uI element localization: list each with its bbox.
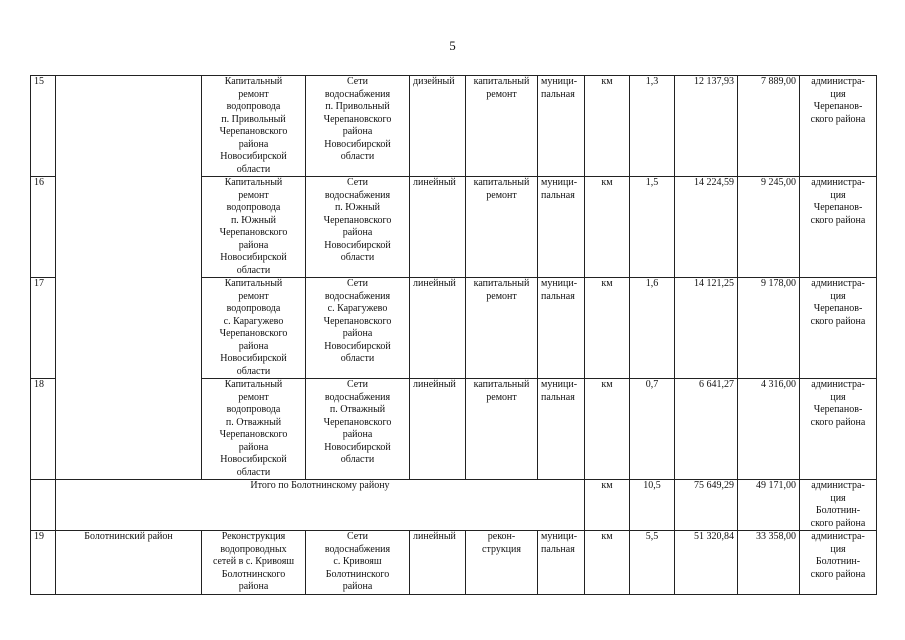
cell-line: ремонт bbox=[238, 88, 269, 100]
cell-line: водоснабжения bbox=[324, 391, 391, 403]
network-name bbox=[306, 278, 410, 379]
customer bbox=[800, 379, 877, 480]
cell-line: ского района bbox=[810, 416, 866, 428]
cell-line: Новосибирской bbox=[324, 340, 391, 352]
object-type: дизейный bbox=[410, 76, 466, 177]
length: 1,6 bbox=[630, 278, 675, 379]
cell-line: области bbox=[236, 264, 271, 276]
cell-line: Черепановского bbox=[323, 214, 392, 226]
cell-line: администра- bbox=[811, 177, 865, 188]
ownership bbox=[538, 531, 585, 595]
customer bbox=[800, 480, 877, 531]
cell-line: пальная bbox=[541, 543, 575, 555]
cell-line: ремонт bbox=[486, 88, 517, 100]
cell-line: водоснабжения bbox=[324, 290, 391, 302]
cell-line: п. Отважный bbox=[329, 404, 386, 415]
cell-line: водопровода bbox=[226, 404, 281, 415]
cell-line: Новосибирской bbox=[220, 454, 287, 465]
cell-line: района bbox=[238, 340, 269, 352]
cell-line: Сети bbox=[347, 76, 368, 87]
cell-line: Новосибирской bbox=[324, 138, 391, 150]
cell-line: Новосибирской bbox=[220, 353, 287, 364]
cell-line: пальная bbox=[541, 391, 575, 403]
unit: км bbox=[585, 177, 630, 278]
cell-line: Черепановского bbox=[323, 416, 392, 428]
work-type bbox=[466, 531, 538, 595]
cell-line: ского района bbox=[810, 214, 866, 226]
unit: км bbox=[585, 531, 630, 595]
cell-line: района bbox=[238, 441, 269, 453]
network-name bbox=[306, 76, 410, 177]
object-name bbox=[202, 379, 306, 480]
cell-line: района bbox=[238, 138, 269, 150]
cell-line: Болотнин- bbox=[815, 556, 861, 567]
cell-line: ского района bbox=[810, 517, 866, 529]
cell-line: района bbox=[342, 581, 373, 592]
work-type bbox=[466, 379, 538, 480]
cell-line: района bbox=[342, 126, 373, 137]
cell-line: области bbox=[340, 353, 375, 364]
cell-line: струкция bbox=[482, 543, 521, 555]
cell-line: сетей в с. Кривояш bbox=[212, 556, 295, 567]
cell-line: п. Привольный bbox=[325, 101, 390, 112]
cell-line: Черепановского bbox=[219, 126, 288, 137]
object-type: линейный bbox=[410, 278, 466, 379]
unit: км bbox=[585, 480, 630, 531]
district-cell bbox=[56, 76, 202, 480]
ownership bbox=[538, 177, 585, 278]
cell-line: администра- bbox=[811, 379, 865, 390]
cost-requested: 9 178,00 bbox=[738, 278, 800, 379]
cell-line: Черепанов- bbox=[813, 202, 863, 213]
cell-line: Черепановского bbox=[219, 429, 288, 440]
length: 5,5 bbox=[630, 531, 675, 595]
length: 10,5 bbox=[630, 480, 675, 531]
length: 1,3 bbox=[630, 76, 675, 177]
cell-line: ремонт bbox=[486, 189, 517, 201]
object-type: линейный bbox=[410, 531, 466, 595]
object-name bbox=[202, 76, 306, 177]
cell-line: администра- bbox=[811, 480, 865, 491]
cell-line: Черепанов- bbox=[813, 303, 863, 314]
unit: км bbox=[585, 379, 630, 480]
cell-line: Болотнин- bbox=[815, 505, 861, 516]
cell-line: капитальный bbox=[473, 177, 530, 188]
row-number bbox=[31, 480, 56, 531]
cell-line: ция bbox=[830, 391, 846, 403]
table-row bbox=[31, 76, 877, 177]
ownership bbox=[538, 278, 585, 379]
customer bbox=[800, 531, 877, 595]
table-row bbox=[31, 531, 877, 595]
ownership bbox=[538, 76, 585, 177]
cell-line: ского района bbox=[810, 315, 866, 327]
total-label: Итого по Болотнинскому району bbox=[56, 480, 585, 531]
cell-line: ремонт bbox=[486, 290, 517, 302]
cell-line: Болотнинского bbox=[221, 568, 286, 580]
cell-line: области bbox=[236, 365, 271, 377]
cell-line: п. Привольный bbox=[221, 113, 286, 125]
cell-line: Черепанов- bbox=[813, 101, 863, 112]
object-name bbox=[202, 177, 306, 278]
cell-line: района bbox=[238, 581, 269, 592]
cell-line: пальная bbox=[541, 290, 575, 302]
cost-total: 75 649,29 bbox=[675, 480, 738, 531]
object-name bbox=[202, 531, 306, 595]
cell-line: Новосибирской bbox=[220, 151, 287, 162]
cell-line: ция bbox=[830, 492, 846, 504]
cell-line: Болотнинского bbox=[325, 568, 390, 580]
cell-line: муници- bbox=[541, 278, 578, 289]
cell-line: ремонт bbox=[238, 189, 269, 201]
cost-total: 6 641,27 bbox=[675, 379, 738, 480]
cell-line: рекон- bbox=[487, 531, 516, 542]
cost-requested: 7 889,00 bbox=[738, 76, 800, 177]
cell-line: муници- bbox=[541, 177, 578, 188]
cost-total: 12 137,93 bbox=[675, 76, 738, 177]
cell-line: Сети bbox=[347, 531, 368, 542]
cell-line: пальная bbox=[541, 189, 575, 201]
cell-line: Новосибирской bbox=[324, 441, 391, 453]
row-number: 18 bbox=[31, 379, 56, 480]
unit: км bbox=[585, 76, 630, 177]
customer bbox=[800, 278, 877, 379]
row-number: 19 bbox=[31, 531, 56, 595]
customer bbox=[800, 177, 877, 278]
object-type: линейный bbox=[410, 379, 466, 480]
ownership bbox=[538, 379, 585, 480]
cell-line: водопроводных bbox=[220, 543, 287, 555]
cell-line: капитальный bbox=[473, 379, 530, 390]
cell-line: капитальный bbox=[473, 278, 530, 289]
network-name bbox=[306, 379, 410, 480]
cost-requested: 33 358,00 bbox=[738, 531, 800, 595]
cell-line: администра- bbox=[811, 76, 865, 87]
cell-line: ского района bbox=[810, 113, 866, 125]
cell-line: Сети bbox=[347, 379, 368, 390]
work-type bbox=[466, 76, 538, 177]
cell-line: ция bbox=[830, 189, 846, 201]
cost-requested: 9 245,00 bbox=[738, 177, 800, 278]
cell-line: муници- bbox=[541, 379, 578, 390]
row-number: 16 bbox=[31, 177, 56, 278]
cell-line: Реконструкция bbox=[221, 531, 286, 542]
cost-total: 14 121,25 bbox=[675, 278, 738, 379]
object-type: линейный bbox=[410, 177, 466, 278]
cell-line: водопровода bbox=[226, 202, 281, 213]
cell-line: ция bbox=[830, 543, 846, 555]
cell-line: водоснабжения bbox=[324, 189, 391, 201]
cell-line: области bbox=[340, 252, 375, 263]
cell-line: муници- bbox=[541, 531, 578, 542]
cell-line: пальная bbox=[541, 88, 575, 100]
cell-line: области bbox=[340, 454, 375, 465]
cell-line: района bbox=[238, 239, 269, 251]
cell-line: Черепановского bbox=[219, 328, 288, 339]
cell-line: Капитальный bbox=[224, 379, 283, 390]
cell-line: администра- bbox=[811, 278, 865, 289]
cell-line: водопровода bbox=[226, 101, 281, 112]
cell-line: п. Южный bbox=[230, 214, 277, 226]
cell-line: Черепанов- bbox=[813, 404, 863, 415]
row-number: 15 bbox=[31, 76, 56, 177]
cell-line: Новосибирской bbox=[220, 252, 287, 263]
cell-line: капитальный bbox=[473, 76, 530, 87]
cell-line: Новосибирской bbox=[324, 239, 391, 251]
cell-line: Капитальный bbox=[224, 177, 283, 188]
cell-line: Черепановского bbox=[323, 113, 392, 125]
cell-line: ция bbox=[830, 290, 846, 302]
cell-line: Сети bbox=[347, 278, 368, 289]
objects-table bbox=[30, 75, 877, 595]
cell-line: п. Отважный bbox=[225, 416, 282, 428]
cell-line: Сети bbox=[347, 177, 368, 188]
cell-line: района bbox=[342, 328, 373, 339]
cell-line: области bbox=[236, 163, 271, 175]
cell-line: с. Кривояш bbox=[333, 556, 382, 567]
cell-line: района bbox=[342, 429, 373, 440]
length: 1,5 bbox=[630, 177, 675, 278]
page-number: 5 bbox=[449, 38, 456, 53]
cell-line: водопровода bbox=[226, 303, 281, 314]
cell-line: муници- bbox=[541, 76, 578, 87]
cell-line: ского района bbox=[810, 568, 866, 580]
length: 0,7 bbox=[630, 379, 675, 480]
work-type bbox=[466, 278, 538, 379]
cost-total: 51 320,84 bbox=[675, 531, 738, 595]
cell-line: ремонт bbox=[486, 391, 517, 403]
object-name bbox=[202, 278, 306, 379]
cell-line: водоснабжения bbox=[324, 543, 391, 555]
cell-line: с. Карагужево bbox=[223, 315, 284, 327]
customer bbox=[800, 76, 877, 177]
network-name bbox=[306, 531, 410, 595]
network-name bbox=[306, 177, 410, 278]
cell-line: области bbox=[236, 466, 271, 478]
cell-line: ремонт bbox=[238, 391, 269, 403]
cost-total: 14 224,59 bbox=[675, 177, 738, 278]
total-row bbox=[31, 480, 877, 531]
cost-requested: 49 171,00 bbox=[738, 480, 800, 531]
cell-line: ция bbox=[830, 88, 846, 100]
cell-line: п. Южный bbox=[334, 202, 381, 213]
cell-line: Капитальный bbox=[224, 278, 283, 289]
cell-line: водоснабжения bbox=[324, 88, 391, 100]
cell-line: ремонт bbox=[238, 290, 269, 302]
cost-requested: 4 316,00 bbox=[738, 379, 800, 480]
unit: км bbox=[585, 278, 630, 379]
cell-line: с. Карагужево bbox=[327, 303, 388, 314]
district-name: Болотнинский район bbox=[56, 531, 202, 595]
cell-line: области bbox=[340, 151, 375, 162]
work-type bbox=[466, 177, 538, 278]
cell-line: администра- bbox=[811, 531, 865, 542]
cell-line: Черепановского bbox=[219, 227, 288, 238]
cell-line: Черепановского bbox=[323, 315, 392, 327]
row-number: 17 bbox=[31, 278, 56, 379]
cell-line: Капитальный bbox=[224, 76, 283, 87]
cell-line: района bbox=[342, 227, 373, 238]
